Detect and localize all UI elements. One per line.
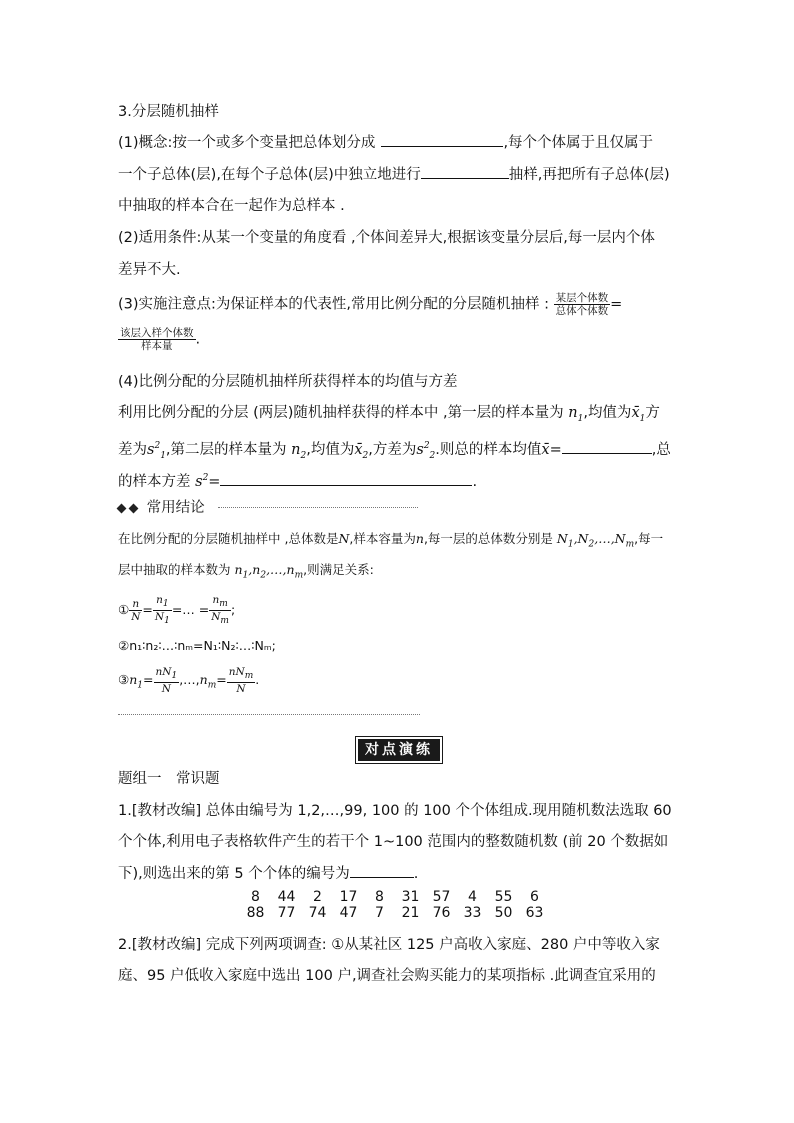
mean-variance-title: (4)比例分配的分层随机抽样所获得样本的均值与方差 bbox=[118, 374, 458, 390]
text: 方 bbox=[645, 405, 660, 421]
table-cell: 57 bbox=[432, 889, 451, 905]
table-cell: 2 bbox=[313, 889, 322, 905]
fill-blank[interactable] bbox=[381, 132, 503, 147]
text: 一个子总体(层),在每个子总体(层)中独立地进行 bbox=[118, 167, 421, 183]
numerator: 某层个体数 bbox=[555, 292, 609, 304]
mean-variance-line-3 bbox=[118, 468, 477, 492]
math: $n_1$ bbox=[568, 405, 584, 424]
table-cell: 55 bbox=[494, 889, 513, 905]
table-cell: 76 bbox=[432, 905, 451, 921]
condition-line-1: (2)适用条件:从某一个变量的角度看 ,个体间差异大,根据该变量分层后,每一层内个体 bbox=[118, 230, 655, 246]
conclusion-header bbox=[118, 498, 205, 518]
text: .则总的样本均值 bbox=[435, 441, 542, 458]
table-cell: 33 bbox=[463, 905, 482, 921]
fill-blank[interactable] bbox=[350, 863, 414, 878]
text: 层中抽取的样本数为 bbox=[118, 562, 231, 577]
fill-blank[interactable] bbox=[421, 164, 509, 179]
question-1-line-3 bbox=[118, 863, 418, 884]
random-number-table bbox=[240, 889, 550, 921]
equals: = bbox=[610, 296, 623, 313]
mean-variance-line-2: 差为$s^2_1$,第二层的样本量为 $n_2$,均值为$x̄_2$,方差为$s^2_2$.则总的样本均值x̄= ,总 bbox=[118, 436, 671, 466]
math: x̄= bbox=[541, 441, 562, 458]
table-cell: 8 bbox=[375, 889, 384, 905]
text: 的样本方差 bbox=[118, 473, 191, 490]
question-1-line-2: 个个体,利用电子表格软件产生的若干个 1~100 范围内的整数随机数 (前 20 个数据如 bbox=[118, 834, 669, 850]
text: ,总 bbox=[651, 441, 671, 458]
practice-badge: 对点演练 bbox=[356, 737, 442, 763]
text: . bbox=[255, 672, 260, 688]
condition-line-2: 差异不大. bbox=[118, 262, 181, 278]
concept-line-1 bbox=[118, 132, 653, 153]
formula-3 bbox=[118, 666, 259, 696]
table-cell: 77 bbox=[277, 905, 296, 921]
math: $x̄_2$ bbox=[354, 441, 369, 461]
text: (1)概念:按一个或多个变量把总体划分成 bbox=[118, 135, 376, 151]
math: $n_1,n_2,\dots,n_m$ bbox=[234, 562, 304, 581]
group-title: 题组一 常识题 bbox=[118, 771, 220, 787]
text: 均值为 bbox=[310, 441, 355, 458]
notes-line bbox=[118, 292, 622, 317]
fraction: $\frac{n_m}{N_m}$ bbox=[211, 594, 229, 627]
fraction: $\frac{nN_1}{N}$ bbox=[155, 666, 178, 696]
fraction: $\frac{nN_m}{N}$ bbox=[228, 666, 254, 696]
text: ,…, bbox=[179, 672, 200, 688]
question-2-line-2: 庭、95 户低收入家庭中选出 100 户,调查社会购买能力的某项指标 .此调查宜采用的 bbox=[118, 968, 656, 984]
text: . bbox=[413, 866, 419, 882]
text: ,第二层的样本量为 bbox=[165, 441, 287, 458]
table-cell: 63 bbox=[525, 905, 544, 921]
math: $s^2=$ bbox=[195, 473, 221, 490]
section-title: 3.分层随机抽样 bbox=[118, 104, 219, 120]
table-cell: 47 bbox=[339, 905, 358, 921]
table-cell: 74 bbox=[308, 905, 327, 921]
circled-number: ③ bbox=[118, 672, 130, 688]
table-cell: 88 bbox=[246, 905, 265, 921]
table-cell: 6 bbox=[530, 889, 539, 905]
text: 差为 bbox=[118, 441, 147, 458]
conclusion-title: 常用结论 bbox=[146, 500, 205, 516]
math: $x̄_1$ bbox=[631, 405, 646, 424]
text: ,每一层的总体数分别是 bbox=[423, 531, 553, 546]
math: n bbox=[415, 531, 424, 546]
text: (3)实施注意点:为保证样本的代表性,常用比例分配的分层随机抽样 : bbox=[118, 296, 550, 313]
text: ,每一 bbox=[634, 531, 664, 546]
text: ,样本容量为 bbox=[349, 531, 416, 546]
table-row bbox=[240, 889, 550, 905]
formula-2: ②n₁∶n₂∶…∶nₘ=N₁∶N₂∶…∶Nₘ; bbox=[118, 638, 276, 653]
diamond-icon bbox=[117, 503, 127, 513]
text: . bbox=[195, 331, 201, 348]
math: N bbox=[338, 531, 350, 546]
math: $N_1,N_2,\dots,N_m$ bbox=[556, 531, 635, 550]
notes-line-2 bbox=[118, 327, 200, 352]
text: 均值为 bbox=[587, 405, 632, 421]
table-cell: 31 bbox=[401, 889, 420, 905]
table-cell: 44 bbox=[277, 889, 296, 905]
concept-line-2 bbox=[118, 164, 670, 185]
text: 下),则选出来的第 5 个个体的编号为 bbox=[118, 866, 350, 882]
text: ,方差为 bbox=[368, 441, 417, 458]
question-1-line-1: 1.[教材改编] 总体由编号为 1,2,…,99, 100 的 100 个个体组成.现用随机数法选取 60 bbox=[118, 803, 672, 819]
text: ,每个个体属于且仅属于 bbox=[503, 135, 654, 151]
math: $n_2$ bbox=[291, 441, 307, 461]
formula-1: ① $\frac{n}{N}$ = $\frac{n_1}{N_1}$ =… = $\frac{n_m}{N_m}$ ; bbox=[118, 594, 236, 627]
mean-variance-line-1: 利用比例分配的分层 (两层)随机抽样获得的样本中 ,第一层的样本量为 $n_1$,均值为$x̄_1$方 bbox=[118, 405, 660, 424]
circled-number: ① bbox=[118, 602, 130, 618]
table-cell: 7 bbox=[375, 905, 384, 921]
fraction: $\frac{n}{N}$ bbox=[131, 598, 141, 624]
concept-line-3: 中抽取的样本合在一起作为总样本 . bbox=[118, 198, 345, 214]
dotted-divider bbox=[118, 714, 420, 715]
fraction: $\frac{n_1}{N_1}$ bbox=[154, 594, 170, 627]
fill-blank-mean[interactable] bbox=[562, 439, 652, 454]
diamond-icon bbox=[129, 503, 139, 513]
math: $s^2_2$ bbox=[416, 441, 436, 461]
table-row bbox=[240, 905, 550, 921]
text: 利用比例分配的分层 (两层)随机抽样获得的样本中 ,第一层的样本量为 bbox=[118, 405, 564, 421]
conclusion-line-2 bbox=[118, 560, 374, 586]
math: $n_1=$ bbox=[129, 672, 154, 691]
fraction-sample-ratio bbox=[118, 327, 196, 352]
table-cell: 21 bbox=[401, 905, 420, 921]
table-cell: 4 bbox=[468, 889, 477, 905]
text: . bbox=[472, 473, 478, 490]
denominator: 样本量 bbox=[118, 339, 196, 352]
denominator: 总体个体数 bbox=[555, 305, 609, 317]
table-cell: 50 bbox=[494, 905, 513, 921]
question-2-line-1: 2.[教材改编] 完成下列两项调查: ①从某社区 125 户高收入家庭、280 户中等收入家 bbox=[118, 937, 660, 953]
text: ,则满足关系: bbox=[303, 562, 374, 577]
conclusion-line-1 bbox=[118, 529, 663, 555]
text: 抽样,再把所有子总体(层) bbox=[508, 167, 670, 183]
math: $s^2_1$ bbox=[147, 441, 166, 461]
numerator: 该层入样个体数 bbox=[120, 327, 194, 339]
text: 在比例分配的分层随机抽样中 ,总体数是 bbox=[118, 531, 339, 546]
table-cell: 8 bbox=[251, 889, 260, 905]
fill-blank-variance[interactable] bbox=[220, 471, 472, 486]
math: $n_m=$ bbox=[199, 672, 227, 691]
fraction-layer-ratio bbox=[554, 292, 611, 317]
table-cell: 17 bbox=[339, 889, 358, 905]
dotted-divider bbox=[218, 507, 418, 508]
